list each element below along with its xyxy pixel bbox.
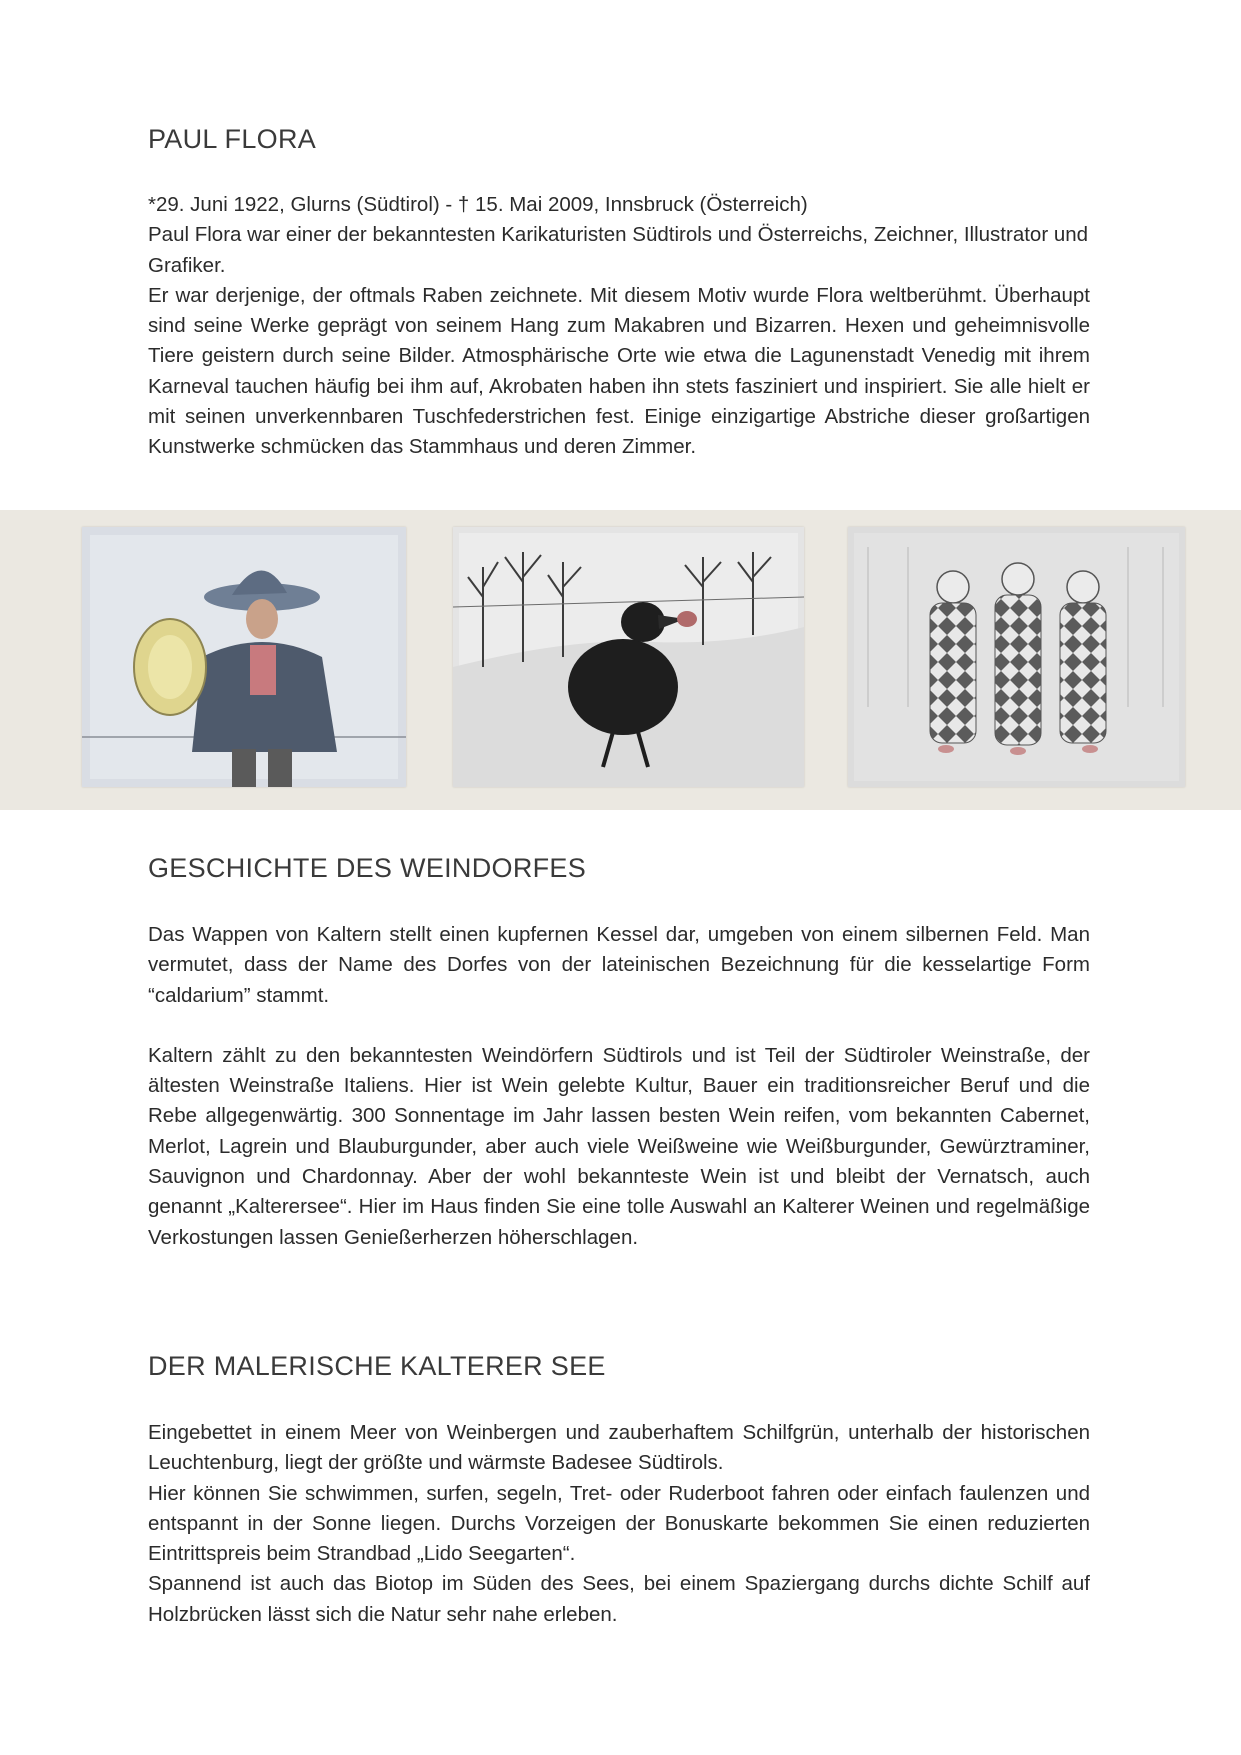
harlequins-drawing (848, 527, 1185, 787)
section-title-paul-flora: PAUL FLORA (148, 124, 317, 154)
paul-flora-body: Er war derjenige, der oftmals Raben zeichnete. Mit diesem Motiv wurde Flora weltberühmt. Überhaupt sind seine Werke geprägt von seinem Hang zum Makabren und Bizarren. Hexen und geheimnisvolle Tiere geistern durch seine Bilder. Atmosphärische Orte wie etwa die Lagunenstadt Venedig mit ihrem Karneval tauchen häufig bei ihm auf, Akrobaten haben ihn stets fasziniert und inspiriert. Sie alle hielt er mit seinen unverkennbaren Tuschfederstrichen fest. Einige einzigartige Abstriche dieser großartigen Kunstwerke schmücken das Stammhaus und deren Zimmer. (148, 283, 1090, 459)
kalterer-see-paragraph-2: Hier können Sie schwimmen, surfen, segeln, Tret- oder Ruderboot fahren oder einfach faulenzen und entspannt in der Sonne liegen. Durchs Vorzeigen der Bonuskarte bekommen Sie einen reduzierten Eintrittspreis beim Strandbad „Lido Seegarten“. (148, 1481, 1090, 1566)
tuba-player-drawing (82, 527, 406, 787)
weindorf-paragraph-1: Das Wappen von Kaltern stellt einen kupfernen Kessel dar, umgeben von einem silbernen Feld. Man vermutet, dass der Name des Dorfes von der lateinischen Bezeichnung für die kesselartige Form “caldarium” stammt. (148, 923, 1090, 1007)
section-title-weindorf: GESCHICHTE DES WEINDORFES (148, 853, 587, 883)
artwork-harlequins (848, 527, 1185, 787)
kalterer-see-text (148, 1418, 1090, 1630)
weindorf-paragraph-2: Kaltern zählt zu den bekanntesten Weindörfern Südtirols und ist Teil der Südtiroler Weinstraße, der ältesten Weinstraße Italiens. Hier ist Wein gelebte Kultur, Bauer ein traditionsreicher Beruf und die Rebe allgegenwärtig. 300 Sonnentage im Jahr lassen besten Wein reifen, vom bekannten Cabernet, Merlot, Lagrein und Blauburgunder, aber auch viele Weißweine wie Weißburgunder, Gewürztraminer, Sauvignon und Chardonnay. Aber der wohl bekannteste Wein ist und bleibt der Vernatsch, auch genannt „Kalterersee“. Hier im Haus finden Sie eine tolle Auswahl an Kalterer Weinen und regelmäßige Verkostungen lassen Genießerherzen höherschlagen. (148, 1043, 1090, 1249)
artwork-tuba-player (82, 527, 406, 787)
artwork-gallery (0, 510, 1241, 810)
weindorf-text (148, 920, 1090, 1253)
section-kalterer-see (148, 1351, 1090, 1382)
raven-in-snow-drawing (453, 527, 804, 787)
paul-flora-intro: Paul Flora war einer der bekanntesten Karikaturisten Südtirols und Österreichs, Zeichner, Illustrator und Grafiker. (148, 223, 1089, 277)
kalterer-see-paragraph-3: Spannend ist auch das Biotop im Süden des Sees, bei einem Spaziergang durchs dichte Schilf auf Holzbrücken lässt sich die Natur sehr nahe erleben. (148, 1572, 1090, 1626)
paul-flora-text (148, 190, 1090, 463)
section-title-kalterer-see: DER MALERISCHE KALTERER SEE (148, 1351, 606, 1381)
paul-flora-dates: *29. Juni 1922, Glurns (Südtirol) - † 15. Mai 2009, Innsbruck (Österreich) (148, 193, 808, 216)
artwork-raven (453, 527, 804, 787)
kalterer-see-paragraph-1: Eingebettet in einem Meer von Weinbergen und zauberhaftem Schilfgrün, unterhalb der historischen Leuchtenburg, liegt der größte und wärmste Badesee Südtirols. (148, 1421, 1090, 1475)
section-weindorf (148, 853, 1090, 884)
section-paul-flora (148, 124, 1090, 155)
